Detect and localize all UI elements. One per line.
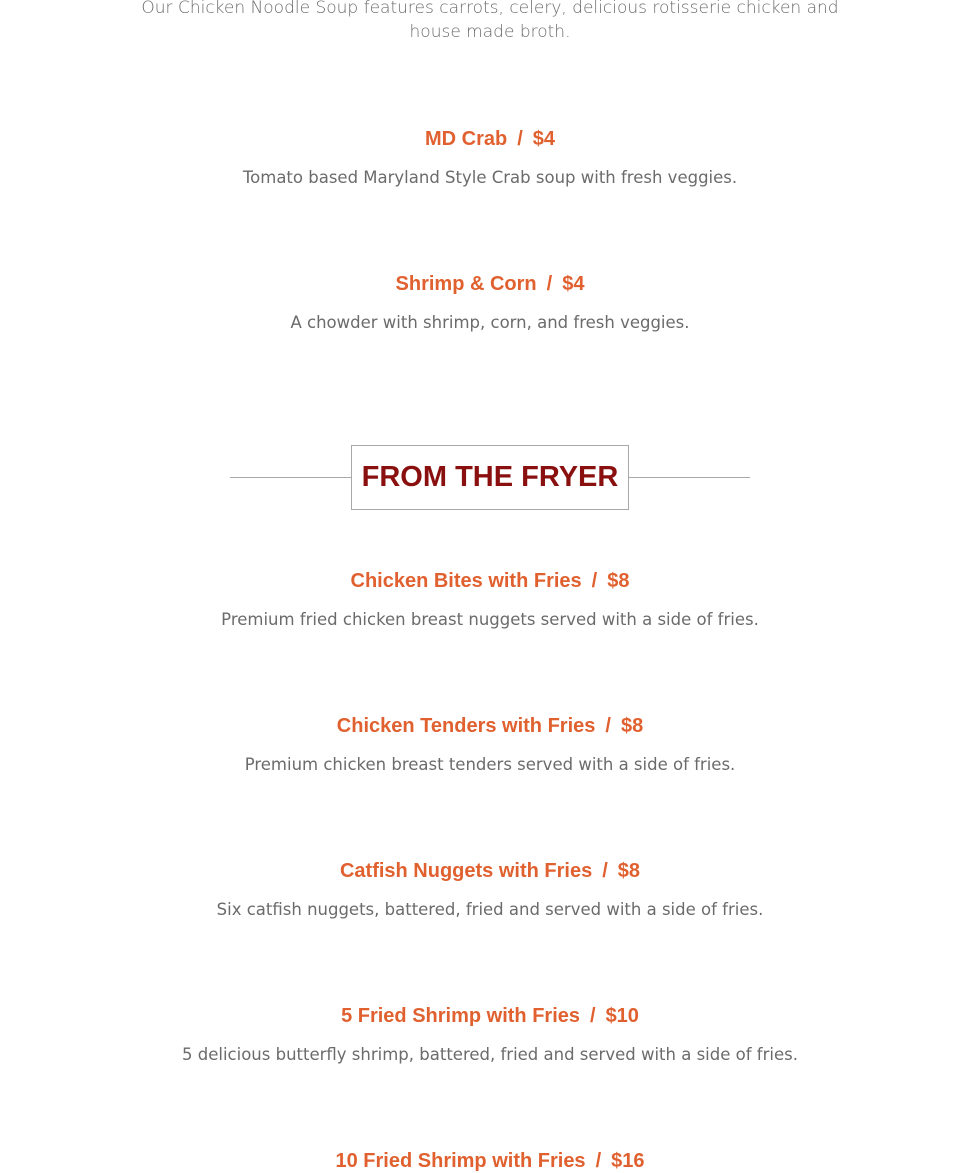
menu-item-name: 5 Fried Shrimp with Fries xyxy=(341,1005,580,1027)
section-header-fryer xyxy=(230,445,750,510)
menu-item-description: A chowder with shrimp, corn, and fresh veggies. xyxy=(290,313,690,332)
price-separator: / xyxy=(546,273,553,295)
menu-item-title xyxy=(0,859,965,883)
price-separator: / xyxy=(595,1150,602,1172)
menu-item-title xyxy=(0,1149,965,1173)
menu-item-chicken-tenders xyxy=(0,714,965,777)
menu-item-price: $8 xyxy=(620,715,644,737)
menu-item-price: $16 xyxy=(611,1150,645,1172)
divider-line-left xyxy=(230,477,351,478)
menu-item-price: $8 xyxy=(607,570,630,592)
price-separator: / xyxy=(517,128,523,150)
menu-item-description: Tomato based Maryland Style Crab soup with fresh veggies. xyxy=(242,168,738,187)
chicken-noodle-description: Our Chicken Noodle Soup features carrots, celery, delicious rotisserie chicken and house made broth. xyxy=(141,0,839,42)
menu-item-title xyxy=(0,272,965,296)
menu-item-description: Premium fried chicken breast nuggets served with a side of fries. xyxy=(221,610,759,629)
menu-item-name: Chicken Bites with Fries xyxy=(350,570,582,592)
price-separator: / xyxy=(590,1005,596,1027)
menu-item-description: Six catfish nuggets, battered, fried and served with a side of fries. xyxy=(216,900,764,919)
menu-item-title xyxy=(0,127,965,151)
menu-item-price: $4 xyxy=(532,128,556,150)
divider-line-right xyxy=(629,477,750,478)
menu-item-name: Shrimp & Corn xyxy=(395,273,537,295)
menu-item-name: Catfish Nuggets with Fries xyxy=(339,860,593,882)
menu-item-10-fried-shrimp xyxy=(0,1149,965,1173)
price-separator: / xyxy=(602,860,608,882)
menu-item-title xyxy=(0,569,965,593)
menu-item-shrimp-corn xyxy=(0,272,965,335)
menu-item-description: Premium chicken breast tenders served with a side of fries. xyxy=(244,755,736,774)
menu-item-description: 5 delicious butterfly shrimp, battered, fried and served with a side of fries. xyxy=(182,1045,798,1064)
menu-item-price: $10 xyxy=(605,1005,639,1027)
menu-item-price: $8 xyxy=(617,860,641,882)
price-separator: / xyxy=(605,715,611,737)
menu-item-5-fried-shrimp xyxy=(0,1004,965,1067)
menu-item-md-crab xyxy=(0,127,965,190)
menu-item-name: 10 Fried Shrimp with Fries xyxy=(335,1150,586,1172)
menu-item-price: $4 xyxy=(562,273,585,295)
price-separator: / xyxy=(591,570,598,592)
menu-item-title xyxy=(0,1004,965,1028)
menu-item-name: MD Crab xyxy=(424,128,508,150)
section-title: FROM THE FRYER xyxy=(351,445,629,510)
menu-item-name: Chicken Tenders with Fries xyxy=(336,715,596,737)
menu-item-title xyxy=(0,714,965,738)
menu-item-catfish-nuggets xyxy=(0,859,965,922)
menu-item-chicken-bites xyxy=(0,569,965,632)
